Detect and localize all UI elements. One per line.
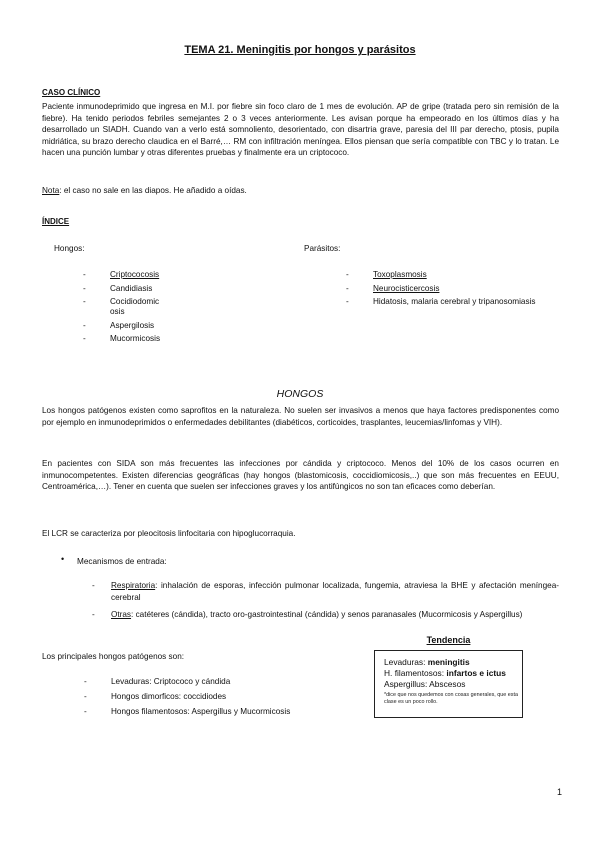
list-item: - Cocidiodomic osis: [110, 297, 172, 317]
hongos-paragraph-3: El LCR se caracteriza por pleocitosis linfocitaria con hipoglucorraquia.: [42, 529, 296, 538]
list-item: - Neurocisticercosis: [373, 284, 547, 294]
page-number: 1: [557, 787, 563, 797]
note-label: Nota: [42, 186, 60, 195]
respiratoria-label: Respiratoria: [111, 581, 156, 590]
mecanismo-otras: [111, 609, 559, 621]
indice-hongos-list: [110, 270, 172, 348]
tendencia-heading: Tendencia: [426, 635, 471, 645]
mecanismos-label: Mecanismos de entrada:: [77, 557, 167, 566]
indice-hongos-label: Hongos:: [54, 244, 85, 253]
tendencia-note: *dice que nos quedemos con cosas generales, que esta clase es un poco rollo.: [384, 692, 518, 705]
list-item: - Hidatosis, malaria cerebral y tripanosomiasis: [373, 297, 547, 307]
hongos-paragraph-2: En pacientes con SIDA son más frecuentes las infecciones por cándida y criptococo. Menos del 10% de los casos ocurren en inmunocompetentes. Existen diferencias geográficas (hay hongos (blastomicosis, coccidiomicosis,..) que son más frecuentes en EEUU, Centroamérica,…). Tener en cuenta que suelen ser infecciones graves y los antifúngicos no son tan eficaces como deberían.: [42, 459, 559, 492]
caso-note: [42, 185, 559, 197]
otras-text: : catéteres (cándida), tracto oro-gastrointestinal (cándida) y senos paranasales (Mucormicosis y Aspergillus): [131, 610, 523, 619]
list-item: - Criptococosis: [110, 270, 172, 280]
list-item: - Candidiasis: [110, 284, 172, 294]
principales-label: Los principales hongos patógenos son:: [42, 652, 185, 661]
tendencia-line-levaduras: Levaduras: meningitis: [384, 657, 470, 667]
indice-parasitos-list: [373, 270, 547, 311]
hongos-paragraph-1: Los hongos patógenos existen como saprofitos en la naturaleza. No suelen ser invasivos a menos que haya factores predisponentes como por ejemplo en inmunodeprimidos o enfermedades debilitantes (diabéticos, corticoides, trasplantes, leucemias/linfomas y VIH).: [42, 406, 559, 427]
indice-parasitos-label: Parásitos:: [304, 244, 341, 253]
respiratoria-text: : inhalación de esporas, infección pulmonar localizada, fungemia, atraviesa la BHE y afectación meníngea- cerebral: [111, 581, 559, 602]
tendencia-box: [374, 650, 523, 718]
list-item: - Levaduras: Criptococo y cándida: [111, 677, 331, 687]
bullet-icon: •: [61, 554, 65, 564]
otras-label: Otras: [111, 610, 132, 619]
note-text: : el caso no sale en las diapos. He añadido a oídas.: [59, 186, 247, 195]
mecanismo-respiratoria: [111, 580, 559, 603]
list-item: - Aspergilosis: [110, 321, 172, 331]
principales-list: [111, 677, 331, 721]
dash-icon: -: [92, 610, 95, 619]
dash-icon: -: [92, 581, 95, 590]
indice-heading: ÍNDICE: [42, 217, 70, 226]
list-item: - Hongos filamentosos: Aspergillus y Mucormicosis: [111, 707, 331, 717]
page-title: TEMA 21. Meningitis por hongos y parásitos: [184, 44, 416, 56]
caso-clinico-text: Paciente inmunodeprimido que ingresa en M.I. por fiebre sin foco claro de 1 mes de evolución. AP de gripe (tratada pero sin remisión de la fiebre). Ha tenido periodos febriles semejantes 2 o 3 veces anteriormente. Les avisan porque ha empeorado en los últimos días y ha desarrollado un SIADH. Cuando van a verlo está somnoliento, desorientado, con disartria grave, paresia del III par derecho, ptosis, pupila midriática, su brazo derecho claudica en el Barré,… RM con infiltración meníngea. Ellos piensan que sería compatible con TBC y lo tratan. Le hacen una punción lumbar y otras diferentes pruebas y finalmente era un criptococo.: [42, 102, 559, 158]
list-item: - Mucormicosis: [110, 334, 172, 344]
tendencia-line-aspergillus: Aspergillus: Abscesos: [384, 679, 466, 689]
caso-clinico-heading: CASO CLÍNICO: [42, 88, 101, 97]
tendencia-line-filamentosos: H. filamentosos: infartos e ictus: [384, 668, 506, 678]
list-item: - Hongos dimorficos: coccidiodes: [111, 692, 331, 702]
list-item: - Toxoplasmosis: [373, 270, 547, 280]
hongos-heading: HONGOS: [276, 388, 324, 400]
